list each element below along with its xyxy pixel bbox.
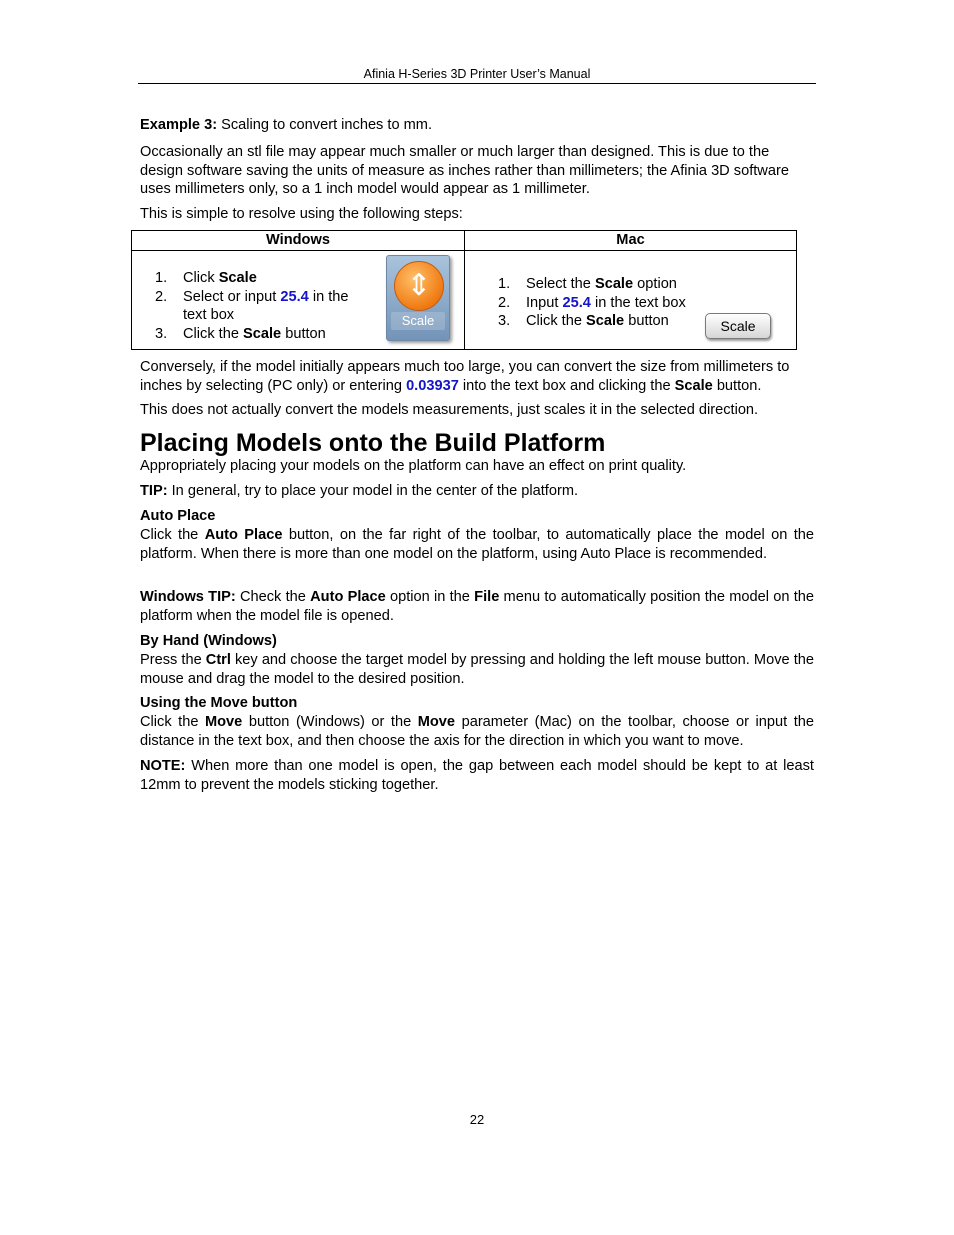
step-number: 3. [155, 325, 168, 342]
step-text: option [633, 276, 677, 292]
step-bold: Scale [594, 276, 634, 292]
step-number: 2. [155, 288, 168, 305]
paragraph-simple: This is simple to resolve using the following steps: [140, 206, 463, 222]
windows-tip-label: Windows TIP: [140, 589, 236, 605]
example-3-text: Scaling to convert inches to mm. [217, 117, 433, 133]
move-bold: Move [204, 714, 243, 730]
conversely-text: Conversely, if the model initially appears much too large, you can convert the size from millimeters to inches by selecting (PC only) or entering [140, 359, 790, 394]
auto-place-heading [140, 507, 814, 526]
step-value: 25.4 [562, 294, 591, 311]
windows-scale-button-label: Scale [391, 312, 445, 330]
paragraph-occasionally: Occasionally an stl file may appear much smaller or much larger than designed. This is due to the design software saving the units of measure as inches rather than millimeters; the Afinia 3D software uses millimeters only, so a 1 inch model would appear as 1 millimeter. [140, 144, 789, 197]
scale-steps-table [131, 230, 797, 350]
windows-tip-text: Check the [235, 589, 311, 605]
windows-step-3 [155, 325, 365, 344]
windows-tip-text: option in the [385, 589, 475, 605]
paragraph-conversely [140, 358, 814, 395]
scale-arrows-icon: ⇕ [394, 261, 444, 311]
windows-step-2 [155, 288, 365, 325]
step-text: Select or input [183, 288, 281, 305]
by-hand-text: key and choose the target model by pressing and holding the left mouse button. Move the mouse and drag the model to the desired position. [140, 652, 815, 687]
header-rule [138, 83, 816, 84]
windows-step-1 [155, 269, 365, 288]
step-bold: Scale [243, 325, 282, 342]
move-text: Click the [140, 714, 205, 730]
step-text: Click the [526, 313, 587, 329]
auto-place-text: button, on the far right of the toolbar, to automatically place the model on the platform. When there is more than one model on the platform, using Auto Place is recommended. [140, 527, 814, 562]
conversely-text: button. [712, 377, 762, 394]
mac-scale-button-image: Scale [705, 313, 771, 339]
paragraph-not-convert: This does not actually convert the models measurements, just scales it in the selected direction. [140, 402, 759, 418]
running-header: Afinia H-Series 3D Printer User’s Manual [363, 67, 591, 81]
example-3-line [140, 116, 814, 135]
move-heading [140, 694, 814, 713]
by-hand-bold: Ctrl [205, 652, 231, 668]
conversion-value: 0.03937 [406, 377, 459, 394]
move-bold: Move [417, 714, 456, 730]
windows-column-header: Windows [132, 231, 465, 251]
auto-place-paragraph [140, 526, 814, 563]
step-value: 25.4 [280, 288, 309, 305]
step-bold: Scale [218, 270, 257, 286]
note-paragraph [140, 757, 814, 794]
by-hand-heading-text: By Hand (Windows) [140, 633, 277, 649]
auto-place-bold: Auto Place [204, 527, 283, 543]
mac-step-3 [498, 312, 718, 331]
conversely-text: into the text box and clicking the [458, 377, 675, 394]
mac-steps-list [498, 275, 718, 331]
mac-step-1 [498, 275, 718, 294]
windows-steps-cell [132, 251, 465, 350]
move-text: button (Windows) or the [242, 714, 418, 730]
step-text: Input [526, 294, 563, 311]
mac-steps-cell [465, 251, 797, 350]
mac-column-header: Mac [465, 231, 797, 251]
windows-steps-list [155, 269, 365, 343]
by-hand-paragraph [140, 651, 814, 688]
step-number: 2. [498, 294, 511, 311]
step-text: in the text box [590, 294, 686, 311]
windows-tip-text: menu to automatically position the model on the platform when the model file is opened. [140, 589, 815, 624]
move-heading-text: Using the Move button [140, 695, 298, 711]
step-text: button [281, 325, 326, 342]
step-text: Click the [183, 325, 244, 342]
auto-place-heading-text: Auto Place [140, 508, 216, 524]
windows-scale-button-image [386, 255, 450, 341]
windows-tip-bold: Auto Place [310, 589, 386, 605]
conversely-bold: Scale [674, 377, 713, 394]
example-3-label: Example 3: [140, 117, 218, 133]
by-hand-text: Press the [140, 652, 206, 668]
section-intro: Appropriately placing your models on the platform can have an effect on print quality. [140, 458, 687, 474]
by-hand-heading [140, 632, 814, 651]
step-text: button [624, 313, 669, 329]
move-text: parameter (Mac) on the toolbar, choose or input the distance in the text box, and then choose the axis for the direction in which you want to move. [140, 714, 815, 749]
step-text: in the text box [183, 288, 349, 323]
tip-label: TIP: [140, 483, 168, 499]
move-paragraph [140, 713, 814, 750]
windows-tip-paragraph [140, 588, 814, 625]
step-number: 3. [498, 313, 511, 329]
step-text: Select the [526, 276, 595, 292]
step-bold: Scale [586, 313, 625, 329]
note-text: When more than one model is open, the gap between each model should be kept to at least 12mm to prevent the models sticking together. [140, 758, 814, 793]
step-text: Click [183, 270, 219, 286]
note-label: NOTE: [140, 758, 186, 774]
windows-tip-bold: File [474, 589, 500, 605]
auto-place-text: Click the [140, 527, 205, 543]
tip-text: In general, try to place your model in the center of the platform. [167, 483, 579, 499]
tip-line [140, 482, 814, 501]
step-number: 1. [498, 276, 511, 292]
step-number: 1. [155, 270, 168, 286]
section-title: Placing Models onto the Build Platform [140, 429, 606, 457]
page-number: 22 [469, 1112, 485, 1127]
mac-step-2 [498, 294, 718, 313]
